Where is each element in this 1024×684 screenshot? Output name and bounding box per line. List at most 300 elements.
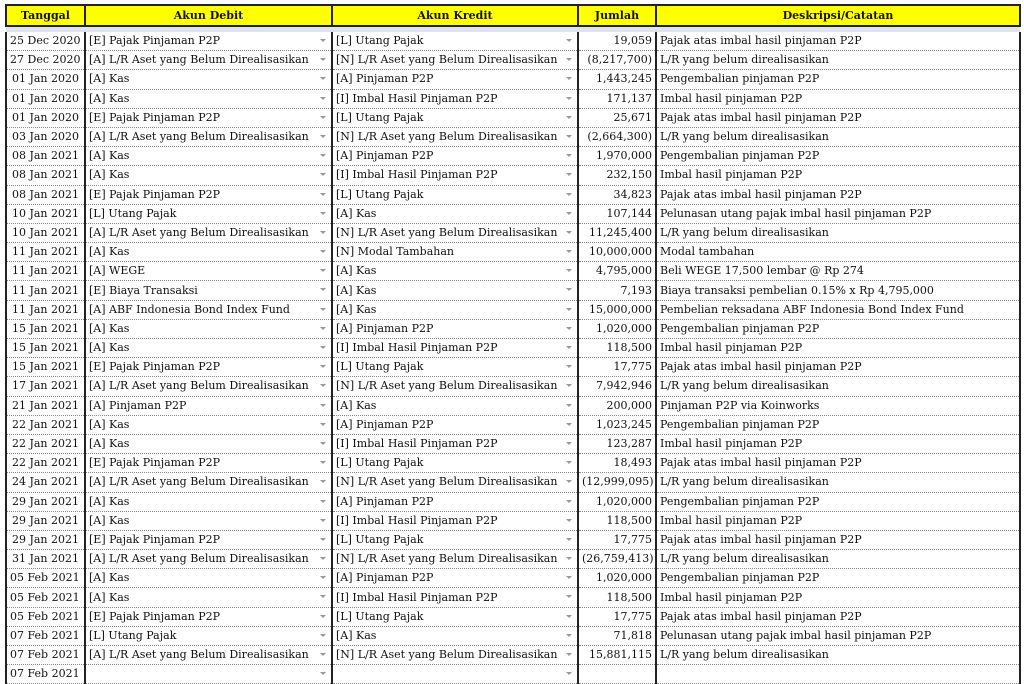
dropdown-arrow-icon[interactable] (566, 250, 572, 253)
amount-cell[interactable]: 118,500 (578, 588, 656, 607)
description-cell[interactable]: Pelunasan utang pajak imbal hasil pinjaman P2P (656, 626, 1020, 645)
debit-account-cell[interactable] (85, 32, 332, 51)
amount-cell[interactable]: 118,500 (578, 339, 656, 358)
kredit-account-value: [I] Imbal Hasil Pinjaman P2P (336, 513, 498, 527)
date-cell[interactable]: 01 Jan 2020 (6, 70, 85, 89)
amount-cell[interactable]: 71,818 (578, 626, 656, 645)
description-cell[interactable]: L/R yang belum direalisasikan (656, 223, 1020, 242)
description-cell[interactable]: Pengembalian pinjaman P2P (656, 70, 1020, 89)
kredit-account-value: [L] Utang Pajak (336, 360, 424, 374)
kredit-account-cell[interactable] (332, 607, 578, 626)
dropdown-arrow-icon[interactable] (320, 193, 326, 196)
kredit-account-cell[interactable] (332, 434, 578, 453)
dropdown-arrow-icon[interactable] (320, 77, 326, 80)
description-cell[interactable]: Pembelian reksadana ABF Indonesia Bond Index Fund (656, 300, 1020, 319)
description-cell[interactable]: Imbal hasil pinjaman P2P (656, 89, 1020, 108)
dropdown-arrow-icon[interactable] (566, 97, 572, 100)
kredit-account-cell[interactable] (332, 204, 578, 223)
description-cell[interactable]: Pengembalian pinjaman P2P (656, 147, 1020, 166)
dropdown-arrow-icon[interactable] (566, 288, 572, 291)
debit-account-value: [A] L/R Aset yang Belum Direalisasikan (89, 53, 309, 67)
amount-cell[interactable]: 1,020,000 (578, 569, 656, 588)
kredit-account-value: [I] Imbal Hasil Pinjaman P2P (336, 341, 498, 355)
kredit-account-cell[interactable] (332, 243, 578, 262)
dropdown-arrow-icon[interactable] (566, 595, 572, 598)
debit-account-value: [A] L/R Aset yang Belum Direalisasikan (89, 225, 309, 239)
date-cell[interactable]: 07 Feb 2021 (6, 626, 85, 645)
dropdown-arrow-icon[interactable] (566, 77, 572, 80)
date-cell[interactable]: 15 Jan 2021 (6, 319, 85, 338)
kredit-account-value: [N] L/R Aset yang Belum Direalisasikan (336, 53, 558, 67)
description-cell[interactable]: Imbal hasil pinjaman P2P (656, 339, 1020, 358)
debit-account-cell[interactable] (85, 607, 332, 626)
debit-account-value: [A] Kas (89, 494, 130, 508)
amount-cell[interactable]: 118,500 (578, 511, 656, 530)
description-cell[interactable]: Pajak atas imbal hasil pinjaman P2P (656, 358, 1020, 377)
dropdown-arrow-icon[interactable] (320, 634, 326, 637)
dropdown-arrow-icon[interactable] (320, 653, 326, 656)
dropdown-arrow-icon[interactable] (320, 308, 326, 311)
dropdown-arrow-icon[interactable] (320, 576, 326, 579)
date-cell[interactable]: 10 Jan 2021 (6, 204, 85, 223)
description-cell[interactable]: Pajak atas imbal hasil pinjaman P2P (656, 185, 1020, 204)
date-cell[interactable]: 15 Jan 2021 (6, 358, 85, 377)
debit-account-cell[interactable] (85, 569, 332, 588)
debit-account-cell[interactable] (85, 127, 332, 146)
kredit-account-cell[interactable] (332, 300, 578, 319)
amount-cell[interactable]: 107,144 (578, 204, 656, 223)
table-row (6, 511, 1020, 530)
description-cell[interactable]: Pengembalian pinjaman P2P (656, 569, 1020, 588)
amount-cell[interactable] (578, 665, 656, 684)
kredit-account-cell[interactable] (332, 646, 578, 665)
kredit-account-cell[interactable] (332, 358, 578, 377)
dropdown-arrow-icon[interactable] (566, 135, 572, 138)
debit-account-cell[interactable] (85, 204, 332, 223)
debit-account-value: [L] Utang Pajak (89, 628, 177, 642)
amount-cell[interactable]: (26,759,413) (578, 550, 656, 569)
date-cell[interactable]: 22 Jan 2021 (6, 454, 85, 473)
kredit-account-cell[interactable] (332, 665, 578, 684)
debit-account-cell[interactable] (85, 665, 332, 684)
header-description[interactable]: Deskripsi/Catatan (656, 5, 1020, 26)
table-row (6, 358, 1020, 377)
debit-account-cell[interactable] (85, 243, 332, 262)
table-row (6, 607, 1020, 626)
kredit-account-cell[interactable] (332, 185, 578, 204)
dropdown-arrow-icon[interactable] (320, 442, 326, 445)
date-cell[interactable]: 22 Jan 2021 (6, 415, 85, 434)
description-cell[interactable]: Modal tambahan (656, 243, 1020, 262)
description-cell[interactable]: Imbal hasil pinjaman P2P (656, 434, 1020, 453)
kredit-account-cell[interactable] (332, 319, 578, 338)
amount-cell[interactable]: 7,942,946 (578, 377, 656, 396)
debit-account-value: [A] Kas (89, 168, 130, 182)
dropdown-arrow-icon[interactable] (320, 250, 326, 253)
debit-account-cell[interactable] (85, 358, 332, 377)
dropdown-arrow-icon[interactable] (320, 173, 326, 176)
date-cell[interactable]: 25 Dec 2020 (6, 32, 85, 51)
dropdown-arrow-icon[interactable] (320, 39, 326, 42)
amount-cell[interactable]: 11,245,400 (578, 223, 656, 242)
description-cell[interactable]: Pengembalian pinjaman P2P (656, 415, 1020, 434)
date-cell[interactable]: 11 Jan 2021 (6, 281, 85, 300)
dropdown-arrow-icon[interactable] (566, 576, 572, 579)
description-cell[interactable]: Imbal hasil pinjaman P2P (656, 511, 1020, 530)
amount-cell[interactable]: 1,020,000 (578, 319, 656, 338)
table-row (6, 243, 1020, 262)
dropdown-arrow-icon[interactable] (566, 231, 572, 234)
dropdown-arrow-icon[interactable] (320, 269, 326, 272)
amount-cell[interactable]: 1,443,245 (578, 70, 656, 89)
debit-account-cell[interactable] (85, 646, 332, 665)
dropdown-arrow-icon[interactable] (320, 461, 326, 464)
date-cell[interactable]: 01 Jan 2020 (6, 108, 85, 127)
kredit-account-value: [L] Utang Pajak (336, 456, 424, 470)
table-row (6, 646, 1020, 665)
debit-account-cell[interactable] (85, 108, 332, 127)
amount-cell[interactable]: 200,000 (578, 396, 656, 415)
debit-account-value: [A] L/R Aset yang Belum Direalisasikan (89, 475, 309, 489)
description-cell[interactable]: Pajak atas imbal hasil pinjaman P2P (656, 607, 1020, 626)
description-cell[interactable]: L/R yang belum direalisasikan (656, 646, 1020, 665)
description-cell[interactable]: Imbal hasil pinjaman P2P (656, 588, 1020, 607)
debit-account-value: [E] Pajak Pinjaman P2P (89, 609, 221, 623)
date-cell[interactable]: 22 Jan 2021 (6, 434, 85, 453)
table-row (6, 70, 1020, 89)
debit-account-cell[interactable] (85, 588, 332, 607)
kredit-account-cell[interactable] (332, 70, 578, 89)
amount-cell[interactable]: (12,999,095) (578, 473, 656, 492)
dropdown-arrow-icon[interactable] (566, 308, 572, 311)
kredit-account-value: [N] L/R Aset yang Belum Direalisasikan (336, 225, 558, 239)
dropdown-arrow-icon[interactable] (320, 58, 326, 61)
table-row (6, 108, 1020, 127)
kredit-account-value: [N] L/R Aset yang Belum Direalisasikan (336, 379, 558, 393)
table-row (6, 473, 1020, 492)
header-kredit[interactable]: Akun Kredit (332, 5, 578, 26)
dropdown-arrow-icon[interactable] (566, 500, 572, 503)
dropdown-arrow-icon[interactable] (566, 442, 572, 445)
dropdown-arrow-icon[interactable] (566, 346, 572, 349)
table-row (6, 223, 1020, 242)
description-cell[interactable]: Pajak atas imbal hasil pinjaman P2P (656, 108, 1020, 127)
debit-account-cell[interactable] (85, 626, 332, 645)
description-cell[interactable]: L/R yang belum direalisasikan (656, 377, 1020, 396)
dropdown-arrow-icon[interactable] (320, 116, 326, 119)
dropdown-arrow-icon[interactable] (320, 595, 326, 598)
date-cell[interactable]: 10 Jan 2021 (6, 223, 85, 242)
dropdown-arrow-icon[interactable] (566, 39, 572, 42)
dropdown-arrow-icon[interactable] (320, 615, 326, 618)
description-cell[interactable]: L/R yang belum direalisasikan (656, 473, 1020, 492)
dropdown-arrow-icon[interactable] (566, 404, 572, 407)
amount-cell[interactable]: 1,970,000 (578, 147, 656, 166)
kredit-account-cell[interactable] (332, 89, 578, 108)
debit-account-cell[interactable] (85, 147, 332, 166)
dropdown-arrow-icon[interactable] (566, 557, 572, 560)
amount-cell[interactable]: 123,287 (578, 434, 656, 453)
table-row (6, 204, 1020, 223)
description-cell[interactable]: Pajak atas imbal hasil pinjaman P2P (656, 32, 1020, 51)
dropdown-arrow-icon[interactable] (320, 97, 326, 100)
date-cell[interactable]: 08 Jan 2021 (6, 166, 85, 185)
dropdown-arrow-icon[interactable] (566, 461, 572, 464)
debit-account-cell[interactable] (85, 339, 332, 358)
amount-cell[interactable]: 15,881,115 (578, 646, 656, 665)
description-cell[interactable]: Pajak atas imbal hasil pinjaman P2P (656, 530, 1020, 549)
date-cell[interactable]: 01 Jan 2020 (6, 89, 85, 108)
debit-account-cell[interactable] (85, 473, 332, 492)
amount-cell[interactable]: 171,137 (578, 89, 656, 108)
description-cell[interactable]: L/R yang belum direalisasikan (656, 51, 1020, 70)
table-row (6, 32, 1020, 51)
kredit-account-cell[interactable] (332, 127, 578, 146)
date-cell[interactable]: 21 Jan 2021 (6, 396, 85, 415)
date-cell[interactable]: 08 Jan 2021 (6, 185, 85, 204)
dropdown-arrow-icon[interactable] (320, 384, 326, 387)
kredit-account-value: [A] Pinjaman P2P (336, 321, 434, 335)
dropdown-arrow-icon[interactable] (566, 327, 572, 330)
debit-account-value: [L] Utang Pajak (89, 206, 177, 220)
kredit-account-cell[interactable] (332, 473, 578, 492)
kredit-account-cell[interactable] (332, 588, 578, 607)
date-cell[interactable]: 11 Jan 2021 (6, 262, 85, 281)
dropdown-arrow-icon[interactable] (320, 519, 326, 522)
amount-cell[interactable]: 25,671 (578, 108, 656, 127)
debit-account-value: [A] Kas (89, 513, 130, 527)
dropdown-arrow-icon[interactable] (566, 519, 572, 522)
kredit-account-cell[interactable] (332, 51, 578, 70)
table-row (6, 127, 1020, 146)
table-row (6, 415, 1020, 434)
dropdown-arrow-icon[interactable] (566, 538, 572, 541)
table-row (6, 300, 1020, 319)
date-cell[interactable]: 07 Feb 2021 (6, 665, 85, 684)
dropdown-arrow-icon[interactable] (320, 346, 326, 349)
kredit-account-cell[interactable] (332, 415, 578, 434)
dropdown-arrow-icon[interactable] (320, 212, 326, 215)
kredit-account-value: [A] Kas (336, 206, 377, 220)
kredit-account-cell[interactable] (332, 454, 578, 473)
dropdown-arrow-icon[interactable] (566, 269, 572, 272)
kredit-account-value: [I] Imbal Hasil Pinjaman P2P (336, 168, 498, 182)
debit-account-cell[interactable] (85, 492, 332, 511)
dropdown-arrow-icon[interactable] (320, 404, 326, 407)
description-cell[interactable]: Pengembalian pinjaman P2P (656, 319, 1020, 338)
debit-account-cell[interactable] (85, 281, 332, 300)
table-row (6, 665, 1020, 684)
description-cell[interactable] (656, 665, 1020, 684)
amount-cell[interactable]: 1,020,000 (578, 492, 656, 511)
debit-account-cell[interactable] (85, 166, 332, 185)
dropdown-arrow-icon[interactable] (566, 672, 572, 675)
debit-account-value: [A] ABF Indonesia Bond Index Fund (89, 302, 290, 316)
kredit-account-value: [N] L/R Aset yang Belum Direalisasikan (336, 648, 558, 662)
amount-cell[interactable]: 15,000,000 (578, 300, 656, 319)
description-cell[interactable]: L/R yang belum direalisasikan (656, 127, 1020, 146)
dropdown-arrow-icon[interactable] (566, 173, 572, 176)
amount-cell[interactable]: (2,664,300) (578, 127, 656, 146)
date-cell[interactable]: 29 Jan 2021 (6, 492, 85, 511)
dropdown-arrow-icon[interactable] (320, 480, 326, 483)
dropdown-arrow-icon[interactable] (320, 500, 326, 503)
date-cell[interactable]: 11 Jan 2021 (6, 300, 85, 319)
dropdown-arrow-icon[interactable] (566, 58, 572, 61)
debit-account-cell[interactable] (85, 223, 332, 242)
table-row (6, 147, 1020, 166)
amount-cell[interactable]: 18,493 (578, 454, 656, 473)
dropdown-arrow-icon[interactable] (320, 135, 326, 138)
dropdown-arrow-icon[interactable] (320, 423, 326, 426)
description-cell[interactable]: Pelunasan utang pajak imbal hasil pinjaman P2P (656, 204, 1020, 223)
debit-account-cell[interactable] (85, 530, 332, 549)
kredit-account-cell[interactable] (332, 550, 578, 569)
table-row (6, 339, 1020, 358)
debit-account-cell[interactable] (85, 89, 332, 108)
dropdown-arrow-icon[interactable] (566, 423, 572, 426)
debit-account-cell[interactable] (85, 51, 332, 70)
kredit-account-value: [I] Imbal Hasil Pinjaman P2P (336, 437, 498, 451)
kredit-account-cell[interactable] (332, 281, 578, 300)
kredit-account-cell[interactable] (332, 396, 578, 415)
debit-account-cell[interactable] (85, 262, 332, 281)
date-cell[interactable]: 17 Jan 2021 (6, 377, 85, 396)
date-cell[interactable]: 07 Feb 2021 (6, 646, 85, 665)
description-cell[interactable]: Biaya transaksi pembelian 0.15% x Rp 4,795,000 (656, 281, 1020, 300)
debit-account-cell[interactable] (85, 377, 332, 396)
description-cell[interactable]: Pajak atas imbal hasil pinjaman P2P (656, 454, 1020, 473)
kredit-account-cell[interactable] (332, 166, 578, 185)
debit-account-value: [A] Kas (89, 437, 130, 451)
date-cell[interactable]: 29 Jan 2021 (6, 511, 85, 530)
header-debit[interactable]: Akun Debit (85, 5, 332, 26)
table-row (6, 454, 1020, 473)
amount-cell[interactable]: 17,775 (578, 607, 656, 626)
kredit-account-cell[interactable] (332, 108, 578, 127)
kredit-account-value: [A] Pinjaman P2P (336, 417, 434, 431)
journal-table (5, 4, 1021, 684)
kredit-account-cell[interactable] (332, 147, 578, 166)
debit-account-cell[interactable] (85, 511, 332, 530)
journal-spreadsheet (5, 4, 1019, 684)
table-row (6, 626, 1020, 645)
date-cell[interactable]: 03 Jan 2020 (6, 127, 85, 146)
dropdown-arrow-icon[interactable] (566, 365, 572, 368)
description-cell[interactable]: Pinjaman P2P via Koinworks (656, 396, 1020, 415)
dropdown-arrow-icon[interactable] (320, 365, 326, 368)
table-row (6, 377, 1020, 396)
date-cell[interactable]: 05 Feb 2021 (6, 607, 85, 626)
description-cell[interactable]: Beli WEGE 17,500 lembar @ Rp 274 (656, 262, 1020, 281)
date-cell[interactable]: 29 Jan 2021 (6, 530, 85, 549)
dropdown-arrow-icon[interactable] (320, 154, 326, 157)
date-cell[interactable]: 08 Jan 2021 (6, 147, 85, 166)
amount-cell[interactable]: 34,823 (578, 185, 656, 204)
debit-account-cell[interactable] (85, 434, 332, 453)
kredit-account-value: [A] Kas (336, 264, 377, 278)
amount-cell[interactable]: 17,775 (578, 358, 656, 377)
table-row (6, 492, 1020, 511)
debit-account-cell[interactable] (85, 300, 332, 319)
debit-account-cell[interactable] (85, 185, 332, 204)
kredit-account-value: [I] Imbal Hasil Pinjaman P2P (336, 590, 498, 604)
dropdown-arrow-icon[interactable] (320, 231, 326, 234)
debit-account-value: [A] Kas (89, 91, 130, 105)
header-amount[interactable]: Jumlah (578, 5, 656, 26)
debit-account-cell[interactable] (85, 454, 332, 473)
dropdown-arrow-icon[interactable] (320, 327, 326, 330)
debit-account-value: [A] WEGE (89, 264, 146, 278)
date-cell[interactable]: 24 Jan 2021 (6, 473, 85, 492)
amount-cell[interactable]: 17,775 (578, 530, 656, 549)
kredit-account-cell[interactable] (332, 377, 578, 396)
kredit-account-cell[interactable] (332, 339, 578, 358)
dropdown-arrow-icon[interactable] (566, 480, 572, 483)
description-cell[interactable]: L/R yang belum direalisasikan (656, 550, 1020, 569)
amount-cell[interactable]: 232,150 (578, 166, 656, 185)
table-row (6, 185, 1020, 204)
header-date[interactable]: Tanggal (6, 5, 85, 26)
amount-cell[interactable]: 4,795,000 (578, 262, 656, 281)
amount-cell[interactable]: 10,000,000 (578, 243, 656, 262)
dropdown-arrow-icon[interactable] (566, 634, 572, 637)
kredit-account-cell[interactable] (332, 530, 578, 549)
debit-account-value: [A] Kas (89, 571, 130, 585)
kredit-account-cell[interactable] (332, 223, 578, 242)
dropdown-arrow-icon[interactable] (566, 384, 572, 387)
table-row (6, 262, 1020, 281)
amount-cell[interactable]: (8,217,700) (578, 51, 656, 70)
dropdown-arrow-icon[interactable] (566, 615, 572, 618)
dropdown-arrow-icon[interactable] (566, 193, 572, 196)
dropdown-arrow-icon[interactable] (320, 672, 326, 675)
date-cell[interactable]: 05 Feb 2021 (6, 569, 85, 588)
kredit-account-cell[interactable] (332, 569, 578, 588)
debit-account-cell[interactable] (85, 550, 332, 569)
amount-cell[interactable]: 7,193 (578, 281, 656, 300)
dropdown-arrow-icon[interactable] (566, 212, 572, 215)
dropdown-arrow-icon[interactable] (320, 288, 326, 291)
kredit-account-value: [L] Utang Pajak (336, 110, 424, 124)
dropdown-arrow-icon[interactable] (320, 557, 326, 560)
debit-account-cell[interactable] (85, 70, 332, 89)
kredit-account-cell[interactable] (332, 511, 578, 530)
amount-cell[interactable]: 19,059 (578, 32, 656, 51)
amount-cell[interactable]: 1,023,245 (578, 415, 656, 434)
date-cell[interactable]: 15 Jan 2021 (6, 339, 85, 358)
date-cell[interactable]: 31 Jan 2021 (6, 550, 85, 569)
kredit-account-cell[interactable] (332, 626, 578, 645)
debit-account-cell[interactable] (85, 415, 332, 434)
dropdown-arrow-icon[interactable] (566, 653, 572, 656)
kredit-account-cell[interactable] (332, 492, 578, 511)
kredit-account-cell[interactable] (332, 262, 578, 281)
date-cell[interactable]: 27 Dec 2020 (6, 51, 85, 70)
kredit-account-cell[interactable] (332, 32, 578, 51)
description-cell[interactable]: Imbal hasil pinjaman P2P (656, 166, 1020, 185)
kredit-account-value: [L] Utang Pajak (336, 34, 424, 48)
debit-account-cell[interactable] (85, 396, 332, 415)
dropdown-arrow-icon[interactable] (320, 538, 326, 541)
debit-account-cell[interactable] (85, 319, 332, 338)
date-cell[interactable]: 05 Feb 2021 (6, 588, 85, 607)
description-cell[interactable]: Pengembalian pinjaman P2P (656, 492, 1020, 511)
dropdown-arrow-icon[interactable] (566, 154, 572, 157)
date-cell[interactable]: 11 Jan 2021 (6, 243, 85, 262)
dropdown-arrow-icon[interactable] (566, 116, 572, 119)
debit-account-value: [A] L/R Aset yang Belum Direalisasikan (89, 552, 309, 566)
